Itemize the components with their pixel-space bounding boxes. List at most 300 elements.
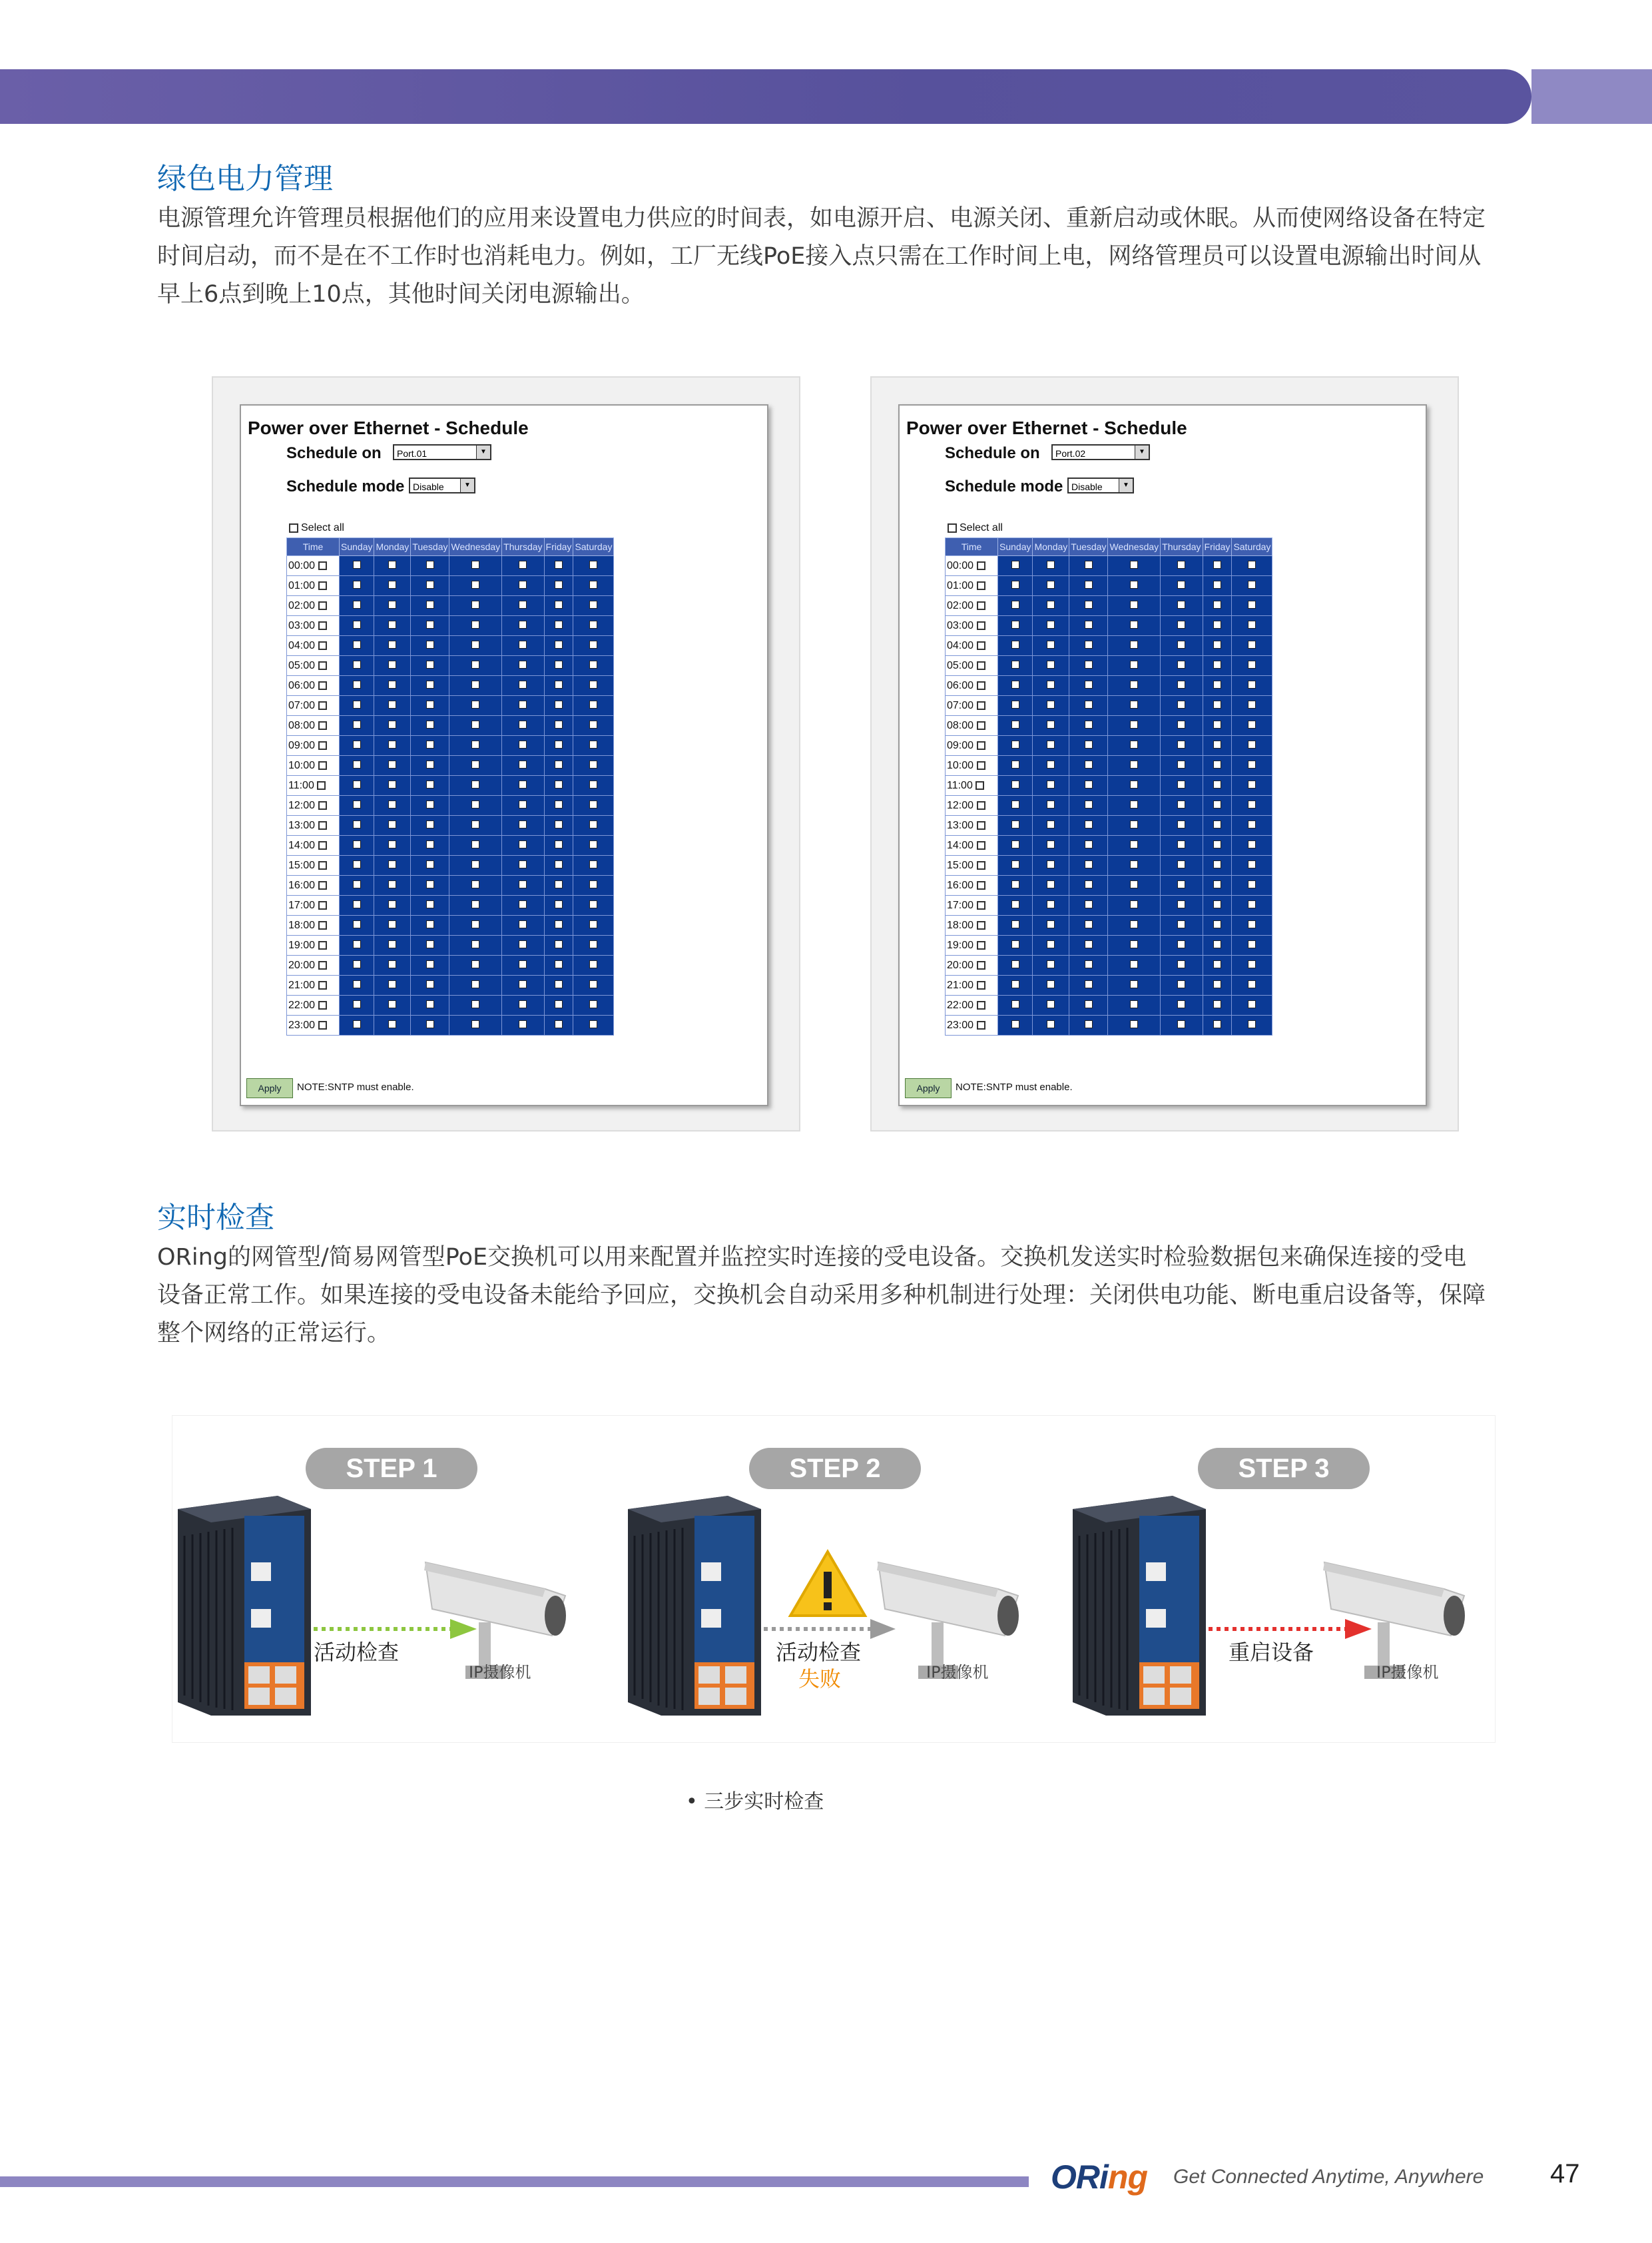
checkbox-icon[interactable] xyxy=(948,523,957,533)
day-checkbox[interactable] xyxy=(388,621,396,629)
day-checkbox[interactable] xyxy=(1177,761,1185,769)
day-checkbox[interactable] xyxy=(471,900,479,908)
row-checkbox[interactable] xyxy=(318,621,327,630)
day-checkbox[interactable] xyxy=(353,681,361,689)
row-checkbox[interactable] xyxy=(977,721,985,730)
day-checkbox[interactable] xyxy=(388,721,396,729)
day-checkbox[interactable] xyxy=(1047,621,1055,629)
day-checkbox[interactable] xyxy=(555,781,563,789)
day-checkbox[interactable] xyxy=(1085,801,1093,808)
day-checkbox[interactable] xyxy=(388,681,396,689)
day-checkbox[interactable] xyxy=(519,641,527,649)
day-checkbox[interactable] xyxy=(1177,940,1185,948)
day-checkbox[interactable] xyxy=(388,920,396,928)
day-checkbox[interactable] xyxy=(1085,601,1093,609)
day-checkbox[interactable] xyxy=(353,801,361,808)
day-checkbox[interactable] xyxy=(388,701,396,709)
day-checkbox[interactable] xyxy=(1213,960,1221,968)
day-checkbox[interactable] xyxy=(1177,701,1185,709)
day-checkbox[interactable] xyxy=(1177,980,1185,988)
day-checkbox[interactable] xyxy=(555,641,563,649)
day-checkbox[interactable] xyxy=(1177,860,1185,868)
row-checkbox[interactable] xyxy=(318,741,327,750)
day-checkbox[interactable] xyxy=(1047,860,1055,868)
day-checkbox[interactable] xyxy=(519,601,527,609)
day-checkbox[interactable] xyxy=(1213,561,1221,569)
day-checkbox[interactable] xyxy=(1130,860,1138,868)
day-checkbox[interactable] xyxy=(1085,1000,1093,1008)
day-checkbox[interactable] xyxy=(1248,840,1256,848)
day-checkbox[interactable] xyxy=(555,1000,563,1008)
day-checkbox[interactable] xyxy=(353,701,361,709)
day-checkbox[interactable] xyxy=(1248,820,1256,828)
day-checkbox[interactable] xyxy=(1085,960,1093,968)
row-checkbox[interactable] xyxy=(977,641,985,650)
day-checkbox[interactable] xyxy=(1248,721,1256,729)
day-checkbox[interactable] xyxy=(1130,781,1138,789)
day-checkbox[interactable] xyxy=(1248,621,1256,629)
day-checkbox[interactable] xyxy=(353,840,361,848)
row-checkbox[interactable] xyxy=(977,761,985,770)
day-checkbox[interactable] xyxy=(519,761,527,769)
day-checkbox[interactable] xyxy=(555,860,563,868)
day-checkbox[interactable] xyxy=(1011,681,1019,689)
day-checkbox[interactable] xyxy=(1085,561,1093,569)
day-checkbox[interactable] xyxy=(1213,661,1221,669)
day-checkbox[interactable] xyxy=(1085,681,1093,689)
row-checkbox[interactable] xyxy=(317,781,326,790)
day-checkbox[interactable] xyxy=(1213,641,1221,649)
day-checkbox[interactable] xyxy=(1177,1020,1185,1028)
day-checkbox[interactable] xyxy=(1177,900,1185,908)
day-checkbox[interactable] xyxy=(388,661,396,669)
apply-button[interactable]: Apply xyxy=(905,1078,952,1098)
day-checkbox[interactable] xyxy=(1047,1000,1055,1008)
day-checkbox[interactable] xyxy=(353,721,361,729)
day-checkbox[interactable] xyxy=(388,860,396,868)
day-checkbox[interactable] xyxy=(519,1020,527,1028)
row-checkbox[interactable] xyxy=(318,841,327,850)
day-checkbox[interactable] xyxy=(1085,900,1093,908)
row-checkbox[interactable] xyxy=(977,841,985,850)
day-checkbox[interactable] xyxy=(1213,601,1221,609)
day-checkbox[interactable] xyxy=(1213,621,1221,629)
row-checkbox[interactable] xyxy=(977,941,985,950)
day-checkbox[interactable] xyxy=(1047,641,1055,649)
row-checkbox[interactable] xyxy=(977,561,985,570)
day-checkbox[interactable] xyxy=(555,801,563,808)
day-checkbox[interactable] xyxy=(1085,940,1093,948)
row-checkbox[interactable] xyxy=(318,681,327,690)
day-checkbox[interactable] xyxy=(426,661,434,669)
day-checkbox[interactable] xyxy=(426,581,434,589)
day-checkbox[interactable] xyxy=(1177,601,1185,609)
schedule-port-select[interactable]: Port.01 ▼ xyxy=(393,444,491,460)
day-checkbox[interactable] xyxy=(471,661,479,669)
day-checkbox[interactable] xyxy=(1011,741,1019,749)
day-checkbox[interactable] xyxy=(1248,980,1256,988)
day-checkbox[interactable] xyxy=(555,840,563,848)
day-checkbox[interactable] xyxy=(388,980,396,988)
day-checkbox[interactable] xyxy=(1213,1000,1221,1008)
day-checkbox[interactable] xyxy=(471,681,479,689)
day-checkbox[interactable] xyxy=(1177,920,1185,928)
day-checkbox[interactable] xyxy=(519,940,527,948)
day-checkbox[interactable] xyxy=(1085,781,1093,789)
day-checkbox[interactable] xyxy=(426,641,434,649)
day-checkbox[interactable] xyxy=(519,840,527,848)
day-checkbox[interactable] xyxy=(471,801,479,808)
row-checkbox[interactable] xyxy=(318,701,327,710)
day-checkbox[interactable] xyxy=(1248,920,1256,928)
day-checkbox[interactable] xyxy=(1047,781,1055,789)
day-checkbox[interactable] xyxy=(1130,1020,1138,1028)
day-checkbox[interactable] xyxy=(1213,860,1221,868)
day-checkbox[interactable] xyxy=(1047,661,1055,669)
day-checkbox[interactable] xyxy=(1011,840,1019,848)
day-checkbox[interactable] xyxy=(1047,581,1055,589)
row-checkbox[interactable] xyxy=(977,901,985,910)
day-checkbox[interactable] xyxy=(1047,601,1055,609)
day-checkbox[interactable] xyxy=(555,761,563,769)
day-checkbox[interactable] xyxy=(555,661,563,669)
day-checkbox[interactable] xyxy=(1085,661,1093,669)
day-checkbox[interactable] xyxy=(1130,661,1138,669)
day-checkbox[interactable] xyxy=(388,880,396,888)
day-checkbox[interactable] xyxy=(589,1000,597,1008)
day-checkbox[interactable] xyxy=(471,641,479,649)
row-checkbox[interactable] xyxy=(977,661,985,670)
day-checkbox[interactable] xyxy=(589,880,597,888)
day-checkbox[interactable] xyxy=(353,980,361,988)
day-checkbox[interactable] xyxy=(1248,601,1256,609)
day-checkbox[interactable] xyxy=(1248,801,1256,808)
day-checkbox[interactable] xyxy=(589,900,597,908)
day-checkbox[interactable] xyxy=(1177,561,1185,569)
day-checkbox[interactable] xyxy=(519,860,527,868)
day-checkbox[interactable] xyxy=(1177,1000,1185,1008)
day-checkbox[interactable] xyxy=(589,721,597,729)
day-checkbox[interactable] xyxy=(1177,721,1185,729)
day-checkbox[interactable] xyxy=(353,1000,361,1008)
day-checkbox[interactable] xyxy=(1085,581,1093,589)
day-checkbox[interactable] xyxy=(471,721,479,729)
day-checkbox[interactable] xyxy=(1047,920,1055,928)
row-checkbox[interactable] xyxy=(318,801,327,810)
day-checkbox[interactable] xyxy=(1047,721,1055,729)
row-checkbox[interactable] xyxy=(318,821,327,830)
day-checkbox[interactable] xyxy=(589,781,597,789)
day-checkbox[interactable] xyxy=(1130,920,1138,928)
row-checkbox[interactable] xyxy=(318,581,327,590)
day-checkbox[interactable] xyxy=(519,661,527,669)
day-checkbox[interactable] xyxy=(1047,840,1055,848)
day-checkbox[interactable] xyxy=(1047,960,1055,968)
day-checkbox[interactable] xyxy=(1177,880,1185,888)
row-checkbox[interactable] xyxy=(977,821,985,830)
day-checkbox[interactable] xyxy=(1085,980,1093,988)
day-checkbox[interactable] xyxy=(426,1000,434,1008)
day-checkbox[interactable] xyxy=(1130,880,1138,888)
day-checkbox[interactable] xyxy=(471,781,479,789)
row-checkbox[interactable] xyxy=(977,961,985,970)
row-checkbox[interactable] xyxy=(977,681,985,690)
day-checkbox[interactable] xyxy=(388,601,396,609)
day-checkbox[interactable] xyxy=(426,681,434,689)
day-checkbox[interactable] xyxy=(388,561,396,569)
day-checkbox[interactable] xyxy=(1177,621,1185,629)
day-checkbox[interactable] xyxy=(589,641,597,649)
day-checkbox[interactable] xyxy=(1085,820,1093,828)
day-checkbox[interactable] xyxy=(353,940,361,948)
day-checkbox[interactable] xyxy=(353,741,361,749)
day-checkbox[interactable] xyxy=(1011,561,1019,569)
day-checkbox[interactable] xyxy=(1130,940,1138,948)
day-checkbox[interactable] xyxy=(1011,601,1019,609)
day-checkbox[interactable] xyxy=(555,741,563,749)
row-checkbox[interactable] xyxy=(977,881,985,890)
day-checkbox[interactable] xyxy=(353,820,361,828)
day-checkbox[interactable] xyxy=(353,661,361,669)
row-checkbox[interactable] xyxy=(318,1021,327,1030)
day-checkbox[interactable] xyxy=(471,880,479,888)
day-checkbox[interactable] xyxy=(589,681,597,689)
day-checkbox[interactable] xyxy=(555,581,563,589)
day-checkbox[interactable] xyxy=(555,980,563,988)
day-checkbox[interactable] xyxy=(1248,741,1256,749)
day-checkbox[interactable] xyxy=(519,721,527,729)
day-checkbox[interactable] xyxy=(1011,940,1019,948)
day-checkbox[interactable] xyxy=(555,721,563,729)
day-checkbox[interactable] xyxy=(1011,781,1019,789)
day-checkbox[interactable] xyxy=(519,960,527,968)
day-checkbox[interactable] xyxy=(1011,581,1019,589)
day-checkbox[interactable] xyxy=(519,561,527,569)
day-checkbox[interactable] xyxy=(471,761,479,769)
day-checkbox[interactable] xyxy=(426,860,434,868)
day-checkbox[interactable] xyxy=(1248,661,1256,669)
day-checkbox[interactable] xyxy=(555,940,563,948)
row-checkbox[interactable] xyxy=(977,801,985,810)
day-checkbox[interactable] xyxy=(589,980,597,988)
day-checkbox[interactable] xyxy=(519,980,527,988)
day-checkbox[interactable] xyxy=(1047,801,1055,808)
day-checkbox[interactable] xyxy=(1130,681,1138,689)
day-checkbox[interactable] xyxy=(471,621,479,629)
row-checkbox[interactable] xyxy=(318,641,327,650)
day-checkbox[interactable] xyxy=(589,820,597,828)
day-checkbox[interactable] xyxy=(1130,561,1138,569)
day-checkbox[interactable] xyxy=(1213,820,1221,828)
day-checkbox[interactable] xyxy=(1130,601,1138,609)
day-checkbox[interactable] xyxy=(471,1020,479,1028)
day-checkbox[interactable] xyxy=(353,761,361,769)
day-checkbox[interactable] xyxy=(426,900,434,908)
day-checkbox[interactable] xyxy=(1248,900,1256,908)
row-checkbox[interactable] xyxy=(318,661,327,670)
day-checkbox[interactable] xyxy=(589,661,597,669)
day-checkbox[interactable] xyxy=(589,920,597,928)
day-checkbox[interactable] xyxy=(1047,900,1055,908)
day-checkbox[interactable] xyxy=(353,581,361,589)
day-checkbox[interactable] xyxy=(1047,741,1055,749)
row-checkbox[interactable] xyxy=(318,601,327,610)
day-checkbox[interactable] xyxy=(471,741,479,749)
day-checkbox[interactable] xyxy=(388,840,396,848)
day-checkbox[interactable] xyxy=(1011,960,1019,968)
day-checkbox[interactable] xyxy=(1213,581,1221,589)
row-checkbox[interactable] xyxy=(977,601,985,610)
day-checkbox[interactable] xyxy=(353,1020,361,1028)
day-checkbox[interactable] xyxy=(1177,661,1185,669)
day-checkbox[interactable] xyxy=(426,781,434,789)
day-checkbox[interactable] xyxy=(555,1020,563,1028)
row-checkbox[interactable] xyxy=(318,901,327,910)
day-checkbox[interactable] xyxy=(353,880,361,888)
day-checkbox[interactable] xyxy=(519,880,527,888)
day-checkbox[interactable] xyxy=(1130,1000,1138,1008)
day-checkbox[interactable] xyxy=(1248,561,1256,569)
day-checkbox[interactable] xyxy=(1047,701,1055,709)
day-checkbox[interactable] xyxy=(1085,860,1093,868)
day-checkbox[interactable] xyxy=(1085,761,1093,769)
day-checkbox[interactable] xyxy=(1085,840,1093,848)
schedule-mode-select[interactable]: Disable ▼ xyxy=(1067,478,1134,493)
row-checkbox[interactable] xyxy=(977,1001,985,1010)
day-checkbox[interactable] xyxy=(589,621,597,629)
day-checkbox[interactable] xyxy=(388,581,396,589)
day-checkbox[interactable] xyxy=(1130,900,1138,908)
day-checkbox[interactable] xyxy=(589,761,597,769)
day-checkbox[interactable] xyxy=(555,601,563,609)
day-checkbox[interactable] xyxy=(1248,581,1256,589)
day-checkbox[interactable] xyxy=(1085,880,1093,888)
day-checkbox[interactable] xyxy=(555,621,563,629)
row-checkbox[interactable] xyxy=(318,721,327,730)
day-checkbox[interactable] xyxy=(426,960,434,968)
day-checkbox[interactable] xyxy=(589,940,597,948)
day-checkbox[interactable] xyxy=(1130,980,1138,988)
day-checkbox[interactable] xyxy=(426,801,434,808)
row-checkbox[interactable] xyxy=(977,581,985,590)
day-checkbox[interactable] xyxy=(471,980,479,988)
day-checkbox[interactable] xyxy=(1248,1020,1256,1028)
day-checkbox[interactable] xyxy=(353,920,361,928)
day-checkbox[interactable] xyxy=(1213,781,1221,789)
day-checkbox[interactable] xyxy=(1213,840,1221,848)
day-checkbox[interactable] xyxy=(388,940,396,948)
row-checkbox[interactable] xyxy=(318,961,327,970)
day-checkbox[interactable] xyxy=(1177,741,1185,749)
day-checkbox[interactable] xyxy=(1011,980,1019,988)
day-checkbox[interactable] xyxy=(519,900,527,908)
day-checkbox[interactable] xyxy=(1213,721,1221,729)
day-checkbox[interactable] xyxy=(353,781,361,789)
day-checkbox[interactable] xyxy=(471,1000,479,1008)
day-checkbox[interactable] xyxy=(426,940,434,948)
day-checkbox[interactable] xyxy=(471,601,479,609)
day-checkbox[interactable] xyxy=(1177,681,1185,689)
day-checkbox[interactable] xyxy=(1177,960,1185,968)
day-checkbox[interactable] xyxy=(388,820,396,828)
day-checkbox[interactable] xyxy=(589,581,597,589)
row-checkbox[interactable] xyxy=(977,741,985,750)
day-checkbox[interactable] xyxy=(519,621,527,629)
day-checkbox[interactable] xyxy=(1130,641,1138,649)
day-checkbox[interactable] xyxy=(1213,1020,1221,1028)
schedule-port-select[interactable]: Port.02 ▼ xyxy=(1051,444,1150,460)
day-checkbox[interactable] xyxy=(1011,641,1019,649)
day-checkbox[interactable] xyxy=(388,1020,396,1028)
day-checkbox[interactable] xyxy=(426,880,434,888)
day-checkbox[interactable] xyxy=(555,900,563,908)
select-all-checkbox[interactable] xyxy=(948,522,1003,534)
day-checkbox[interactable] xyxy=(1177,781,1185,789)
day-checkbox[interactable] xyxy=(426,820,434,828)
day-checkbox[interactable] xyxy=(1085,641,1093,649)
day-checkbox[interactable] xyxy=(1213,880,1221,888)
day-checkbox[interactable] xyxy=(471,940,479,948)
day-checkbox[interactable] xyxy=(519,581,527,589)
day-checkbox[interactable] xyxy=(353,960,361,968)
day-checkbox[interactable] xyxy=(388,801,396,808)
day-checkbox[interactable] xyxy=(426,561,434,569)
day-checkbox[interactable] xyxy=(1130,721,1138,729)
day-checkbox[interactable] xyxy=(1011,820,1019,828)
day-checkbox[interactable] xyxy=(1130,801,1138,808)
row-checkbox[interactable] xyxy=(318,921,327,930)
day-checkbox[interactable] xyxy=(1213,900,1221,908)
day-checkbox[interactable] xyxy=(1130,581,1138,589)
day-checkbox[interactable] xyxy=(1085,1020,1093,1028)
day-checkbox[interactable] xyxy=(353,900,361,908)
apply-button[interactable]: Apply xyxy=(246,1078,293,1098)
day-checkbox[interactable] xyxy=(1047,1020,1055,1028)
day-checkbox[interactable] xyxy=(519,820,527,828)
day-checkbox[interactable] xyxy=(1213,940,1221,948)
day-checkbox[interactable] xyxy=(1047,820,1055,828)
day-checkbox[interactable] xyxy=(1213,801,1221,808)
day-checkbox[interactable] xyxy=(353,860,361,868)
day-checkbox[interactable] xyxy=(1248,781,1256,789)
day-checkbox[interactable] xyxy=(388,741,396,749)
row-checkbox[interactable] xyxy=(977,701,985,710)
day-checkbox[interactable] xyxy=(353,621,361,629)
day-checkbox[interactable] xyxy=(519,781,527,789)
day-checkbox[interactable] xyxy=(1011,1000,1019,1008)
day-checkbox[interactable] xyxy=(555,820,563,828)
day-checkbox[interactable] xyxy=(1248,960,1256,968)
day-checkbox[interactable] xyxy=(426,980,434,988)
day-checkbox[interactable] xyxy=(589,701,597,709)
day-checkbox[interactable] xyxy=(426,761,434,769)
day-checkbox[interactable] xyxy=(426,621,434,629)
day-checkbox[interactable] xyxy=(1130,820,1138,828)
day-checkbox[interactable] xyxy=(519,701,527,709)
day-checkbox[interactable] xyxy=(426,1020,434,1028)
day-checkbox[interactable] xyxy=(1177,820,1185,828)
day-checkbox[interactable] xyxy=(388,900,396,908)
day-checkbox[interactable] xyxy=(519,920,527,928)
row-checkbox[interactable] xyxy=(977,1021,985,1030)
day-checkbox[interactable] xyxy=(589,860,597,868)
day-checkbox[interactable] xyxy=(1177,801,1185,808)
day-checkbox[interactable] xyxy=(1011,761,1019,769)
day-checkbox[interactable] xyxy=(426,601,434,609)
day-checkbox[interactable] xyxy=(589,1020,597,1028)
day-checkbox[interactable] xyxy=(353,641,361,649)
day-checkbox[interactable] xyxy=(426,920,434,928)
